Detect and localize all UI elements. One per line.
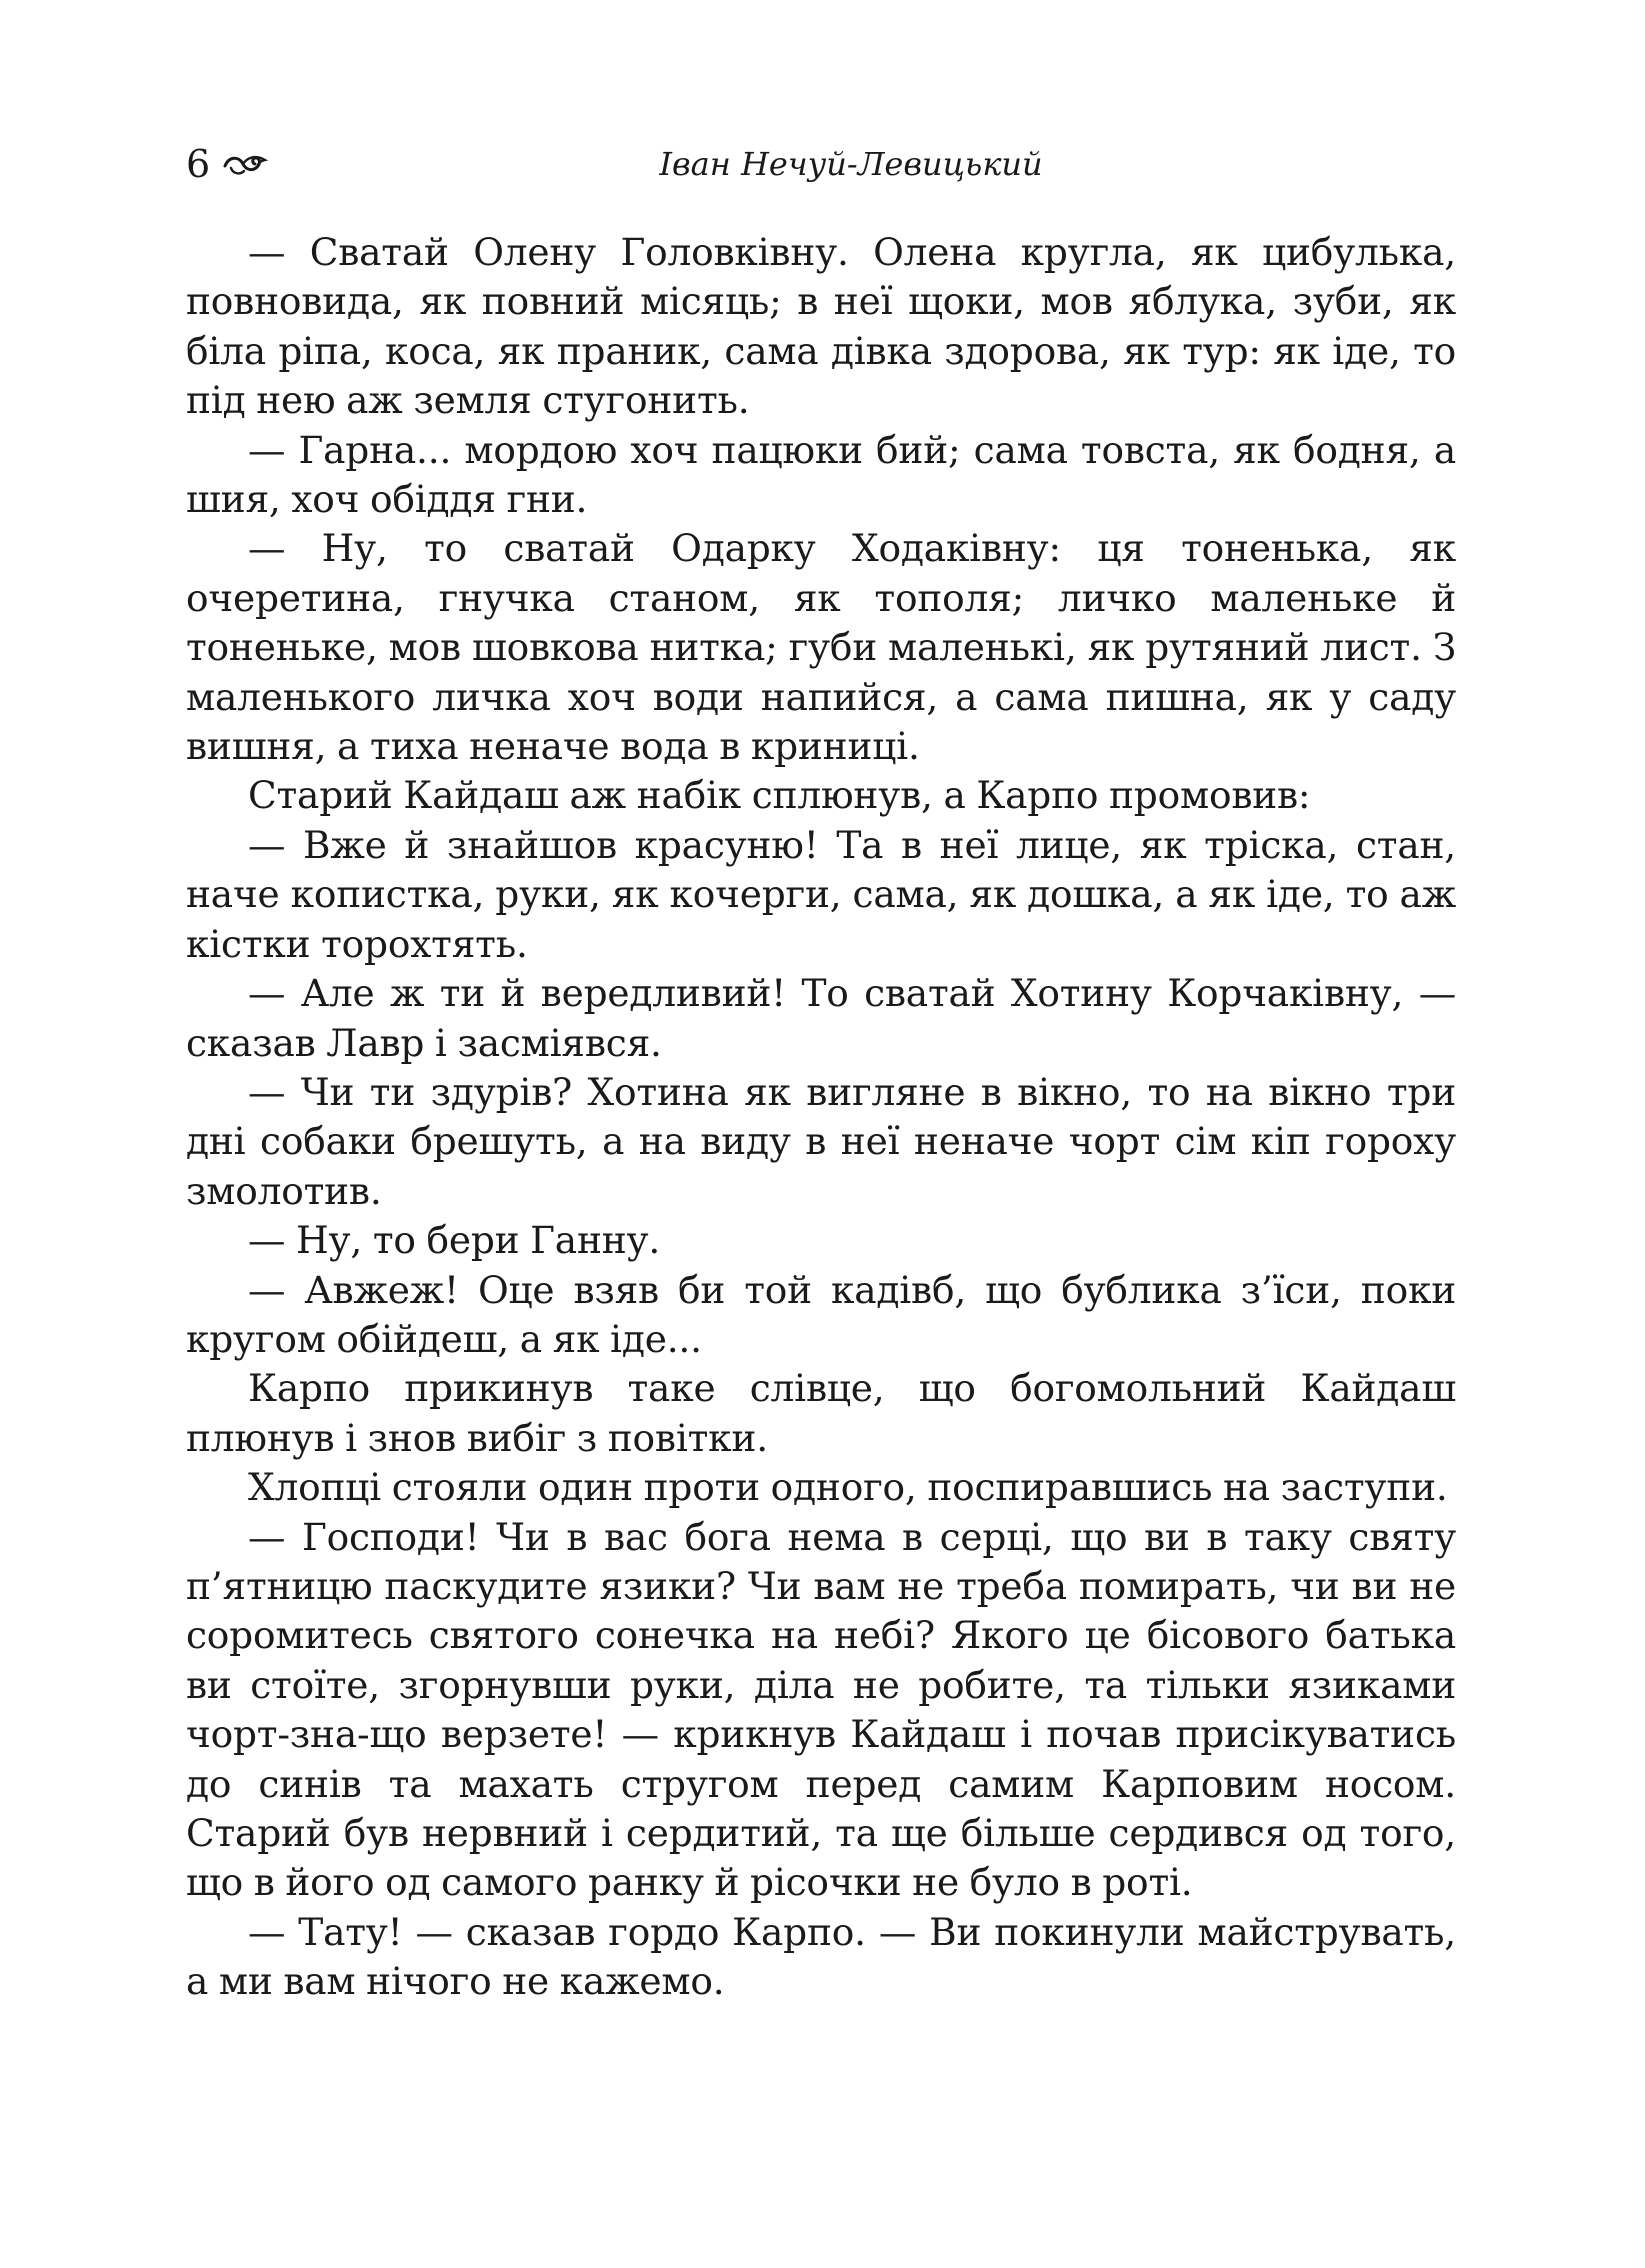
paragraph: — Господи! Чи в вас бога нема в серці, що ви в таку святу п’ятницю паскудите язики? Чи вам не треба помирать, чи ви не соромитесь святого сонечка на небі? Якого це бісового батька ви стоїте, згорнувши руки, діла не робите, та тільки язиками чорт-зна-що верзете! — крикнув Кайдаш і почав присікуватись до синів та махать стругом перед самим Карповим носом. Старий був нервний і сердитий, та ще більше сердився од того, що в його од самого ранку й рісочки не було в роті. bbox=[186, 1514, 1456, 1905]
paragraph: — Вже й знайшов красуню! Та в неї лице, як тріска, стан, наче копистка, руки, як кочерги, сама, як дошка, а як іде, то аж кістки торохтять. bbox=[186, 822, 1456, 966]
running-head bbox=[186, 138, 1456, 198]
paragraph: — Сватай Олену Головківну. Олена кругла, як цибулька, повновида, як повний місяць; в неї щоки, мов яблука, зуби, як біла ріпа, коса, як праник, сама дівка здорова, як тур: як іде, то під нею аж земля стугонить. bbox=[186, 230, 1456, 423]
paragraph: — Ну, то бери Ганну. bbox=[248, 1218, 661, 1263]
paragraph: Карпо прикинув таке слівце, що богомольний Кайдаш плюнув і знов вибіг з повітки. bbox=[186, 1366, 1456, 1460]
paragraph: — Ну, то сватай Одарку Ходаківну: ця тоненька, як очеретина, гнучка станом, як тополя; личко маленьке й тоненьке, мов шовкова нитка; губи маленькі, як рутяний лист. З маленького личка хоч води напийся, а сама пишна, як у саду вишня, а тиха неначе вода в криниці. bbox=[186, 526, 1456, 769]
paragraph: Старий Кайдаш аж набік сплюнув, а Карпо промовив: bbox=[248, 773, 1311, 818]
paragraph: — Гарна... мордою хоч пацюки бий; сама товста, як бодня, а шия, хоч обіддя гни. bbox=[186, 427, 1456, 522]
running-title: Іван Нечуй-Левицький bbox=[659, 145, 1043, 183]
paragraph: Хлопці стояли один проти одного, поспиравшись на заступи. bbox=[248, 1465, 1448, 1510]
paragraph: — Але ж ти й вередливий! То сватай Хотину Корчаківну, — сказав Лавр і засміявся. bbox=[186, 971, 1456, 1065]
page-number: 6 bbox=[186, 142, 211, 186]
paragraph: — Тату! — сказав гордо Карпо. — Ви покинули майструвать, а ми вам нічого не кажемо. bbox=[186, 1909, 1456, 2004]
paragraph: — Авжеж! Оце взяв би той кадівб, що бублика з’їси, поки кругом обійдеш, а як іде... bbox=[186, 1267, 1456, 1361]
body-text bbox=[186, 228, 1456, 2007]
paragraph: — Чи ти здурів? Хотина як вигляне в вікно, то на вікно три дні собаки брешуть, а на виду в неї неначе чорт сім кіп гороху змолотив. bbox=[186, 1069, 1456, 1213]
